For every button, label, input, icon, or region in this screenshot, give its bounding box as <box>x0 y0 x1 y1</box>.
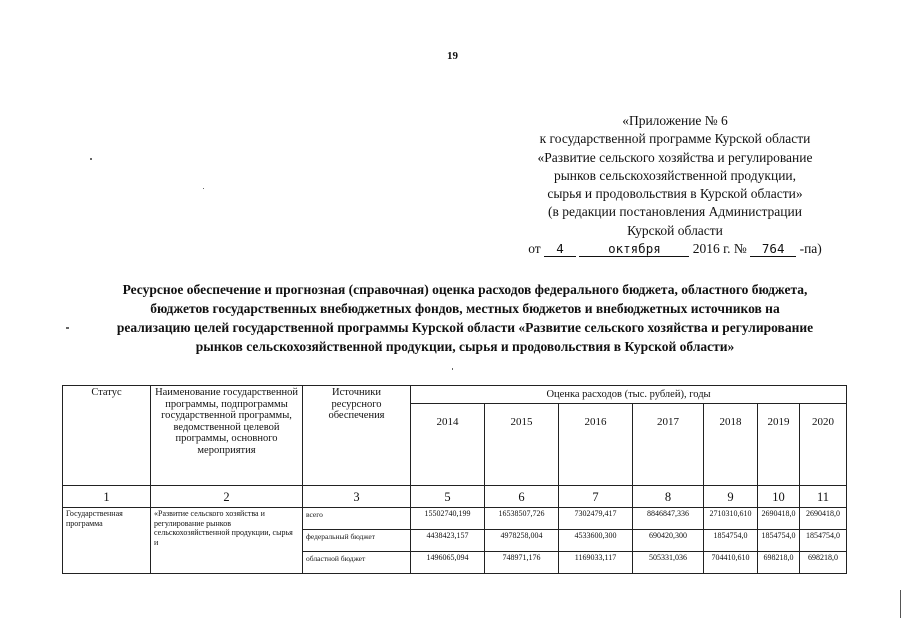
header-estimate: Оценка расходов (тыс. рублей), годы <box>411 386 847 404</box>
heading-line: бюджетов государственных внебюджетных фондов, местных бюджетов и внебюджетных источников на <box>150 301 780 316</box>
value-cell: 16538507,726 <box>485 508 559 530</box>
handwritten-number: 764 <box>750 242 796 257</box>
column-number: 10 <box>758 486 800 508</box>
scan-speck <box>66 327 69 329</box>
header-year: 2018 <box>704 404 758 486</box>
header-sources: Источники ресурсного обеспечения <box>303 386 411 486</box>
appendix-block <box>520 112 830 258</box>
scan-margin-line <box>900 590 901 618</box>
appendix-line: сырья и продовольствия в Курской области» <box>547 186 803 202</box>
value-cell: 1169033,117 <box>559 552 633 574</box>
document-heading <box>75 280 855 356</box>
value-cell: 505331,036 <box>633 552 704 574</box>
value-cell: 1854754,0 <box>704 530 758 552</box>
header-year: 2020 <box>800 404 847 486</box>
column-number: 2 <box>151 486 303 508</box>
appendix-line: к государственной программе Курской области <box>539 131 811 147</box>
column-number: 5 <box>411 486 485 508</box>
heading-line: Ресурсное обеспечение и прогнозная (справочная) оценка расходов федерального бюджета, областного бюджета, <box>122 282 808 297</box>
value-cell: 704410,610 <box>704 552 758 574</box>
scan-speck <box>90 158 92 160</box>
appendix-line: «Развитие сельского хозяйства и регулирование <box>537 149 813 165</box>
value-cell: 8846847,336 <box>633 508 704 530</box>
column-number: 1 <box>63 486 151 508</box>
column-number: 6 <box>485 486 559 508</box>
program-name: «Развитие сельского хозяйства и регулирование рынков сельскохозяйственной продукции, сырья и <box>151 508 303 574</box>
year-text: 2016 г. № <box>692 241 747 257</box>
value-cell: 7302479,417 <box>559 508 633 530</box>
source-label: областной бюджет <box>303 552 411 574</box>
scan-speck <box>203 188 204 189</box>
heading-line: рынков сельскохозяйственной продукции, сырья и продовольствия в Курской области» <box>195 339 735 354</box>
header-year: 2014 <box>411 404 485 486</box>
value-cell: 2690418,0 <box>800 508 847 530</box>
table-row <box>63 508 847 530</box>
column-number: 8 <box>633 486 704 508</box>
handwritten-day: 4 <box>544 242 576 257</box>
appendix-line: (в редакции постановления Администрации <box>548 204 802 220</box>
value-cell: 1854754,0 <box>800 530 847 552</box>
column-number: 7 <box>559 486 633 508</box>
value-cell: 2710310,610 <box>704 508 758 530</box>
column-number: 3 <box>303 486 411 508</box>
appendix-line: рынков сельскохозяйственной продукции, <box>553 167 797 183</box>
scan-speck <box>452 368 453 370</box>
column-number: 11 <box>800 486 847 508</box>
value-cell: 2690418,0 <box>758 508 800 530</box>
header-year: 2019 <box>758 404 800 486</box>
date-prefix: от <box>528 241 541 257</box>
page-number: 19 <box>447 50 458 62</box>
program-status: Государственная программа <box>63 508 151 574</box>
value-cell: 690420,300 <box>633 530 704 552</box>
value-cell: 1854754,0 <box>758 530 800 552</box>
value-cell: 4978258,004 <box>485 530 559 552</box>
column-number: 9 <box>704 486 758 508</box>
header-year: 2016 <box>559 404 633 486</box>
header-status: Статус <box>63 386 151 486</box>
header-year: 2015 <box>485 404 559 486</box>
value-cell: 698218,0 <box>758 552 800 574</box>
header-year: 2017 <box>633 404 704 486</box>
heading-line: реализацию целей государственной программы Курской области «Развитие сельского хозяйства и регулирование <box>116 320 814 335</box>
source-label: всего <box>303 508 411 530</box>
header-name: Наименование государственной программы, подпрограммы государственной программы, ведомственной целевой программы, основного мероприятия <box>151 386 303 486</box>
value-cell: 4533600,300 <box>559 530 633 552</box>
appendix-line: «Приложение № 6 <box>622 113 728 128</box>
resolution-date-line <box>520 240 830 258</box>
value-cell: 1496065,094 <box>411 552 485 574</box>
appendix-line: Курской области <box>627 222 723 238</box>
value-cell: 698218,0 <box>800 552 847 574</box>
source-label: федеральный бюджет <box>303 530 411 552</box>
value-cell: 748971,176 <box>485 552 559 574</box>
number-suffix: -па) <box>799 241 822 257</box>
value-cell: 15502740,199 <box>411 508 485 530</box>
value-cell: 4438423,157 <box>411 530 485 552</box>
handwritten-month: октября <box>579 242 689 257</box>
budget-table <box>62 385 847 574</box>
